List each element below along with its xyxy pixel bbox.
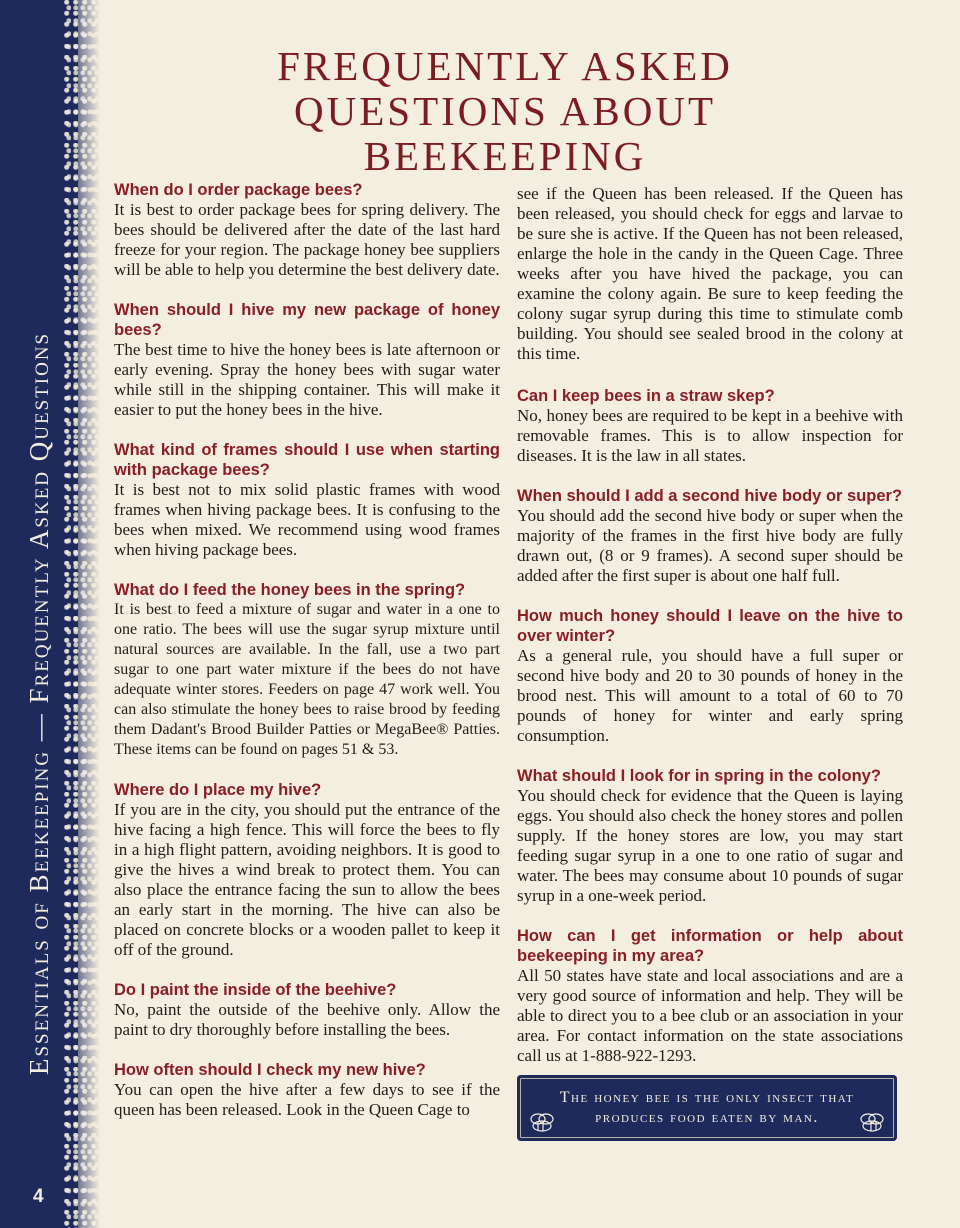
faq-answer: It is best to feed a mixture of sugar and water in a one to one ratio. The bees will use the sugar syrup mixture until natural sources are available. In the fall, use a two part sugar to one part water mixture if the bees do not have adequate winter stores. Feeders on page 47 work well. You can also stimulate the honey bees to raise brood by feeding them Dadant's Brood Builder Patties or MegaBee® Patties. These items can be found on pages 51 & 53. (114, 601, 500, 758)
faq-item (114, 300, 500, 420)
faq-question: What should I look for in spring in the colony? (517, 767, 881, 785)
page-number: 4 (33, 1186, 44, 1207)
faq-item (517, 486, 903, 586)
faq-item (517, 926, 903, 1066)
faq-question: Do I paint the inside of the beehive? (114, 981, 397, 999)
faq-answer: No, paint the outside of the beehive only. Allow the paint to dry thoroughly before installing the bees. (114, 1000, 500, 1039)
faq-question: When do I order package bees? (114, 181, 363, 199)
sidebar-title: Essentials of Beekeeping — Frequently Asked Questions (24, 331, 54, 1075)
faq-item (517, 386, 903, 466)
page-title: FREQUENTLY ASKED QUESTIONS ABOUT BEEKEEPING (277, 43, 733, 179)
fact-line-2: produces food eaten by man. (595, 1109, 819, 1126)
faq-question: Where do I place my hive? (114, 781, 322, 799)
faq-question: What do I feed the honey bees in the spring? (114, 581, 466, 599)
faq-item (517, 766, 903, 906)
faq-question: When should I hive my new package of honey bees? (114, 301, 500, 339)
faq-item (114, 980, 500, 1040)
left-column (114, 180, 500, 1140)
faq-answer: If you are in the city, you should put the entrance of the hive facing a high fence. This will force the bees to fly in a high flight pattern, avoiding neighbors. It is good to give the hives a wind break to protect them. You can also place the entrance facing the sun to allow the bees an early start in the morning. The hive can also be placed on concrete blocks or a wooden pallet to keep it off of the ground. (114, 800, 500, 959)
sidebar-torn-edge (64, 0, 100, 1228)
faq-item (517, 606, 903, 746)
faq-item (114, 580, 500, 760)
faq-question: Can I keep bees in a straw skep? (517, 387, 775, 405)
faq-question: When should I add a second hive body or super? (517, 487, 903, 505)
faq-question: How often should I check my new hive? (114, 1061, 426, 1079)
faq-answer: You should add the second hive body or super when the majority of the frames in the first hive body are fully drawn out, (8 or 9 frames). A second super should be added after the first super is about one half full. (517, 506, 903, 585)
fact-line-1: The honey bee is the only insect that (559, 1089, 855, 1106)
bee-fact-box (517, 1075, 897, 1141)
faq-item (114, 440, 500, 560)
faq-answer: It is best not to mix solid plastic frames with wood frames when hiving package bees. It is confusing to the bees when mixed. We recommend using wood frames when hiving package bees. (114, 480, 500, 559)
faq-question: How much honey should I leave on the hive to over winter? (517, 607, 903, 645)
faq-item (114, 1060, 500, 1120)
bee-icon (527, 1113, 557, 1133)
faq-item (114, 180, 500, 280)
faq-answer: You can open the hive after a few days to see if the queen has been released. Look in the Queen Cage to (114, 1080, 500, 1119)
faq-question: What kind of frames should I use when starting with package bees? (114, 441, 500, 479)
bee-icon (857, 1113, 887, 1133)
faq-answer: The best time to hive the honey bees is late afternoon or early evening. Spray the honey bees with sugar water while still in the shipping container. This will make it easier to put the honey bees in the hive. (114, 340, 500, 419)
faq-answer: All 50 states have state and local associations and are a very good source of information and help. They will be able to direct you to a bee club or an association in your area. For contact information on the state associations call us at 1-888-922-1293. (517, 966, 903, 1065)
right-column (517, 184, 903, 1086)
faq-answer-continued: see if the Queen has been released. If the Queen has been released, you should check for eggs and larvae to be sure she is active. If the Queen has not been released, enlarge the hole in the candy in the Queen Cage. Three weeks after you have hived the package, you can examine the colony again. Be sure to keep feeding the colony sugar syrup during this time to stimulate comb building. You should see sealed brood in the colony at this time. (517, 184, 903, 363)
faq-answer: It is best to order package bees for spring delivery. The bees should be delivered after the date of the last hard freeze for your region. The package honey bee suppliers will be able to help you determine the best delivery date. (114, 200, 500, 279)
faq-answer: You should check for evidence that the Queen is laying eggs. You should also check the honey stores and pollen supply. If the honey stores are low, you may start feeding sugar syrup in a one to one ratio of sugar and water. The bees may consume about 10 pounds of sugar syrup in a one-week period. (517, 786, 903, 905)
faq-answer: No, honey bees are required to be kept in a beehive with removable frames. This is to allow inspection for diseases. It is the law in all states. (517, 406, 903, 465)
faq-question: How can I get information or help about beekeeping in my area? (517, 927, 903, 965)
faq-item (114, 780, 500, 960)
faq-answer: As a general rule, you should have a full super or second hive body and 20 to 30 pounds of honey in the brood nest. This will amount to a total of 60 to 70 pounds of honey for winter and early spring consumption. (517, 646, 903, 745)
